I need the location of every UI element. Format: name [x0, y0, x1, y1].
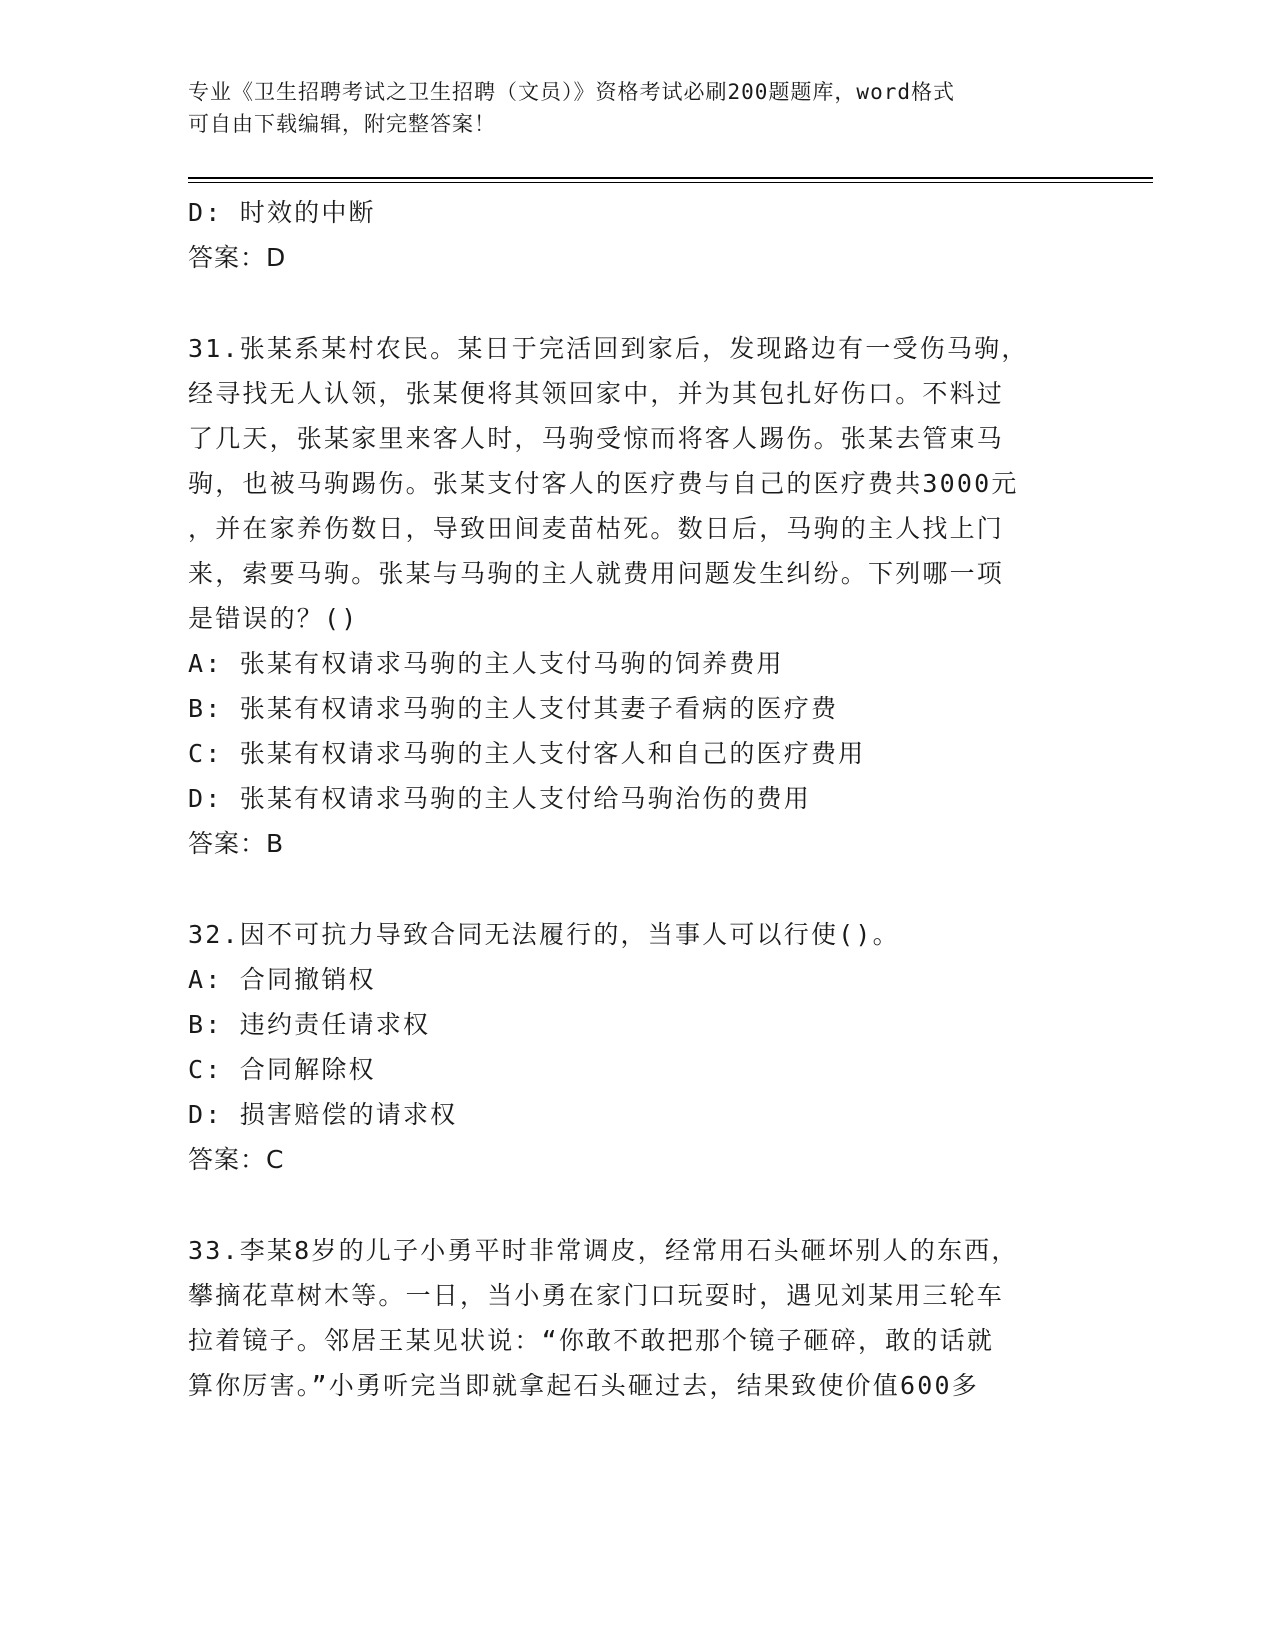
question-text-line: 33.李某8岁的儿子小勇平时非常调皮，经常用石头砸坏别人的东西， [188, 1236, 1019, 1265]
document-body [188, 190, 1088, 1408]
spacer [188, 280, 1088, 326]
header-divider [188, 177, 1153, 183]
question-31 [188, 326, 1088, 866]
question-text-line: 攀摘花草树木等。一日，当小勇在家门口玩耍时，遇见刘某用三轮车 [188, 1281, 1005, 1310]
spacer [188, 1182, 1088, 1228]
question-text-line: 是错误的？() [188, 604, 359, 633]
header-line-1: 专业《卫生招聘考试之卫生招聘（文员）》资格考试必刷200题题库，word格式 [188, 80, 955, 104]
option-a: A: 合同撤销权 [188, 965, 376, 994]
option-b: B: 违约责任请求权 [188, 1010, 431, 1039]
option-a: A: 张某有权请求马驹的主人支付马驹的饲养费用 [188, 649, 784, 678]
question-text-line: 算你厉害。”小勇听完当即就拿起石头砸过去，结果致使价值600多 [188, 1371, 979, 1400]
header-line-2: 可自由下载编辑，附完整答案！ [188, 112, 496, 136]
question-text-line: 31.张某系某村农民。某日于完活回到家后，发现路边有一受伤马驹， [188, 334, 1029, 363]
question-text-line: 来，索要马驹。张某与马驹的主人就费用问题发生纠纷。下列哪一项 [188, 559, 1005, 588]
question-text-line: ，并在家养伤数日，导致田间麦苗枯死。数日后，马驹的主人找上门 [188, 514, 1005, 543]
answer-label: 答案：B [188, 829, 285, 858]
question-text-line: 拉着镜子。邻居王某见状说：“你敢不敢把那个镜子砸碎，敢的话就 [188, 1326, 995, 1355]
question-text-line: 了几天，张某家里来客人时，马驹受惊而将客人踢伤。张某去管束马 [188, 424, 1005, 453]
answer-label: 答案：C [188, 1145, 285, 1174]
option-d: D: 张某有权请求马驹的主人支付给马驹治伤的费用 [188, 784, 811, 813]
question-32 [188, 912, 1088, 1182]
prev-option-d: D: 时效的中断 [188, 198, 376, 227]
option-b: B: 张某有权请求马驹的主人支付其妻子看病的医疗费 [188, 694, 839, 723]
question-text-line: 驹，也被马驹踢伤。张某支付客人的医疗费与自己的医疗费共3000元 [188, 469, 1019, 498]
page-header [188, 76, 1088, 140]
option-d: D: 损害赔偿的请求权 [188, 1100, 458, 1129]
prev-answer: 答案：D [188, 243, 287, 272]
question-33 [188, 1228, 1088, 1408]
spacer [188, 866, 1088, 912]
option-c: C: 合同解除权 [188, 1055, 376, 1084]
option-c: C: 张某有权请求马驹的主人支付客人和自己的医疗费用 [188, 739, 866, 768]
question-text-line: 32.因不可抗力导致合同无法履行的，当事人可以行使()。 [188, 920, 900, 949]
question-text-line: 经寻找无人认领，张某便将其领回家中，并为其包扎好伤口。不料过 [188, 379, 1005, 408]
